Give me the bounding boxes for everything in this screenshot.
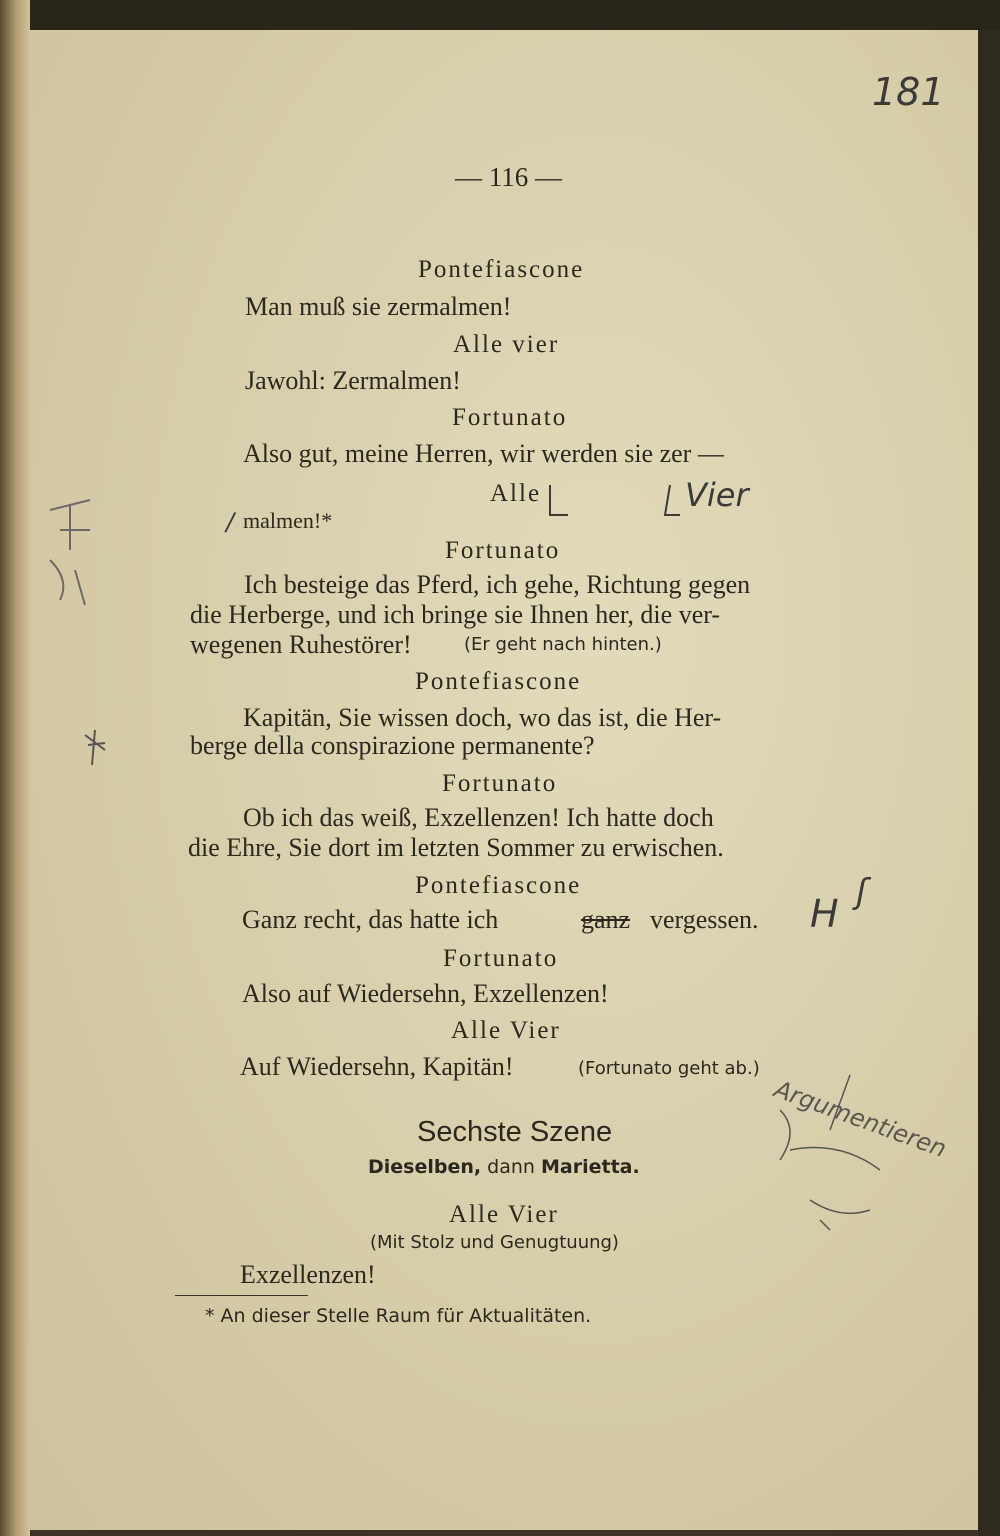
speaker-alle: Alle: [490, 480, 542, 507]
dialogue-line: Ob ich das weiß, Exzellenzen! Ich hatte doch: [243, 803, 714, 832]
handwritten-margin-scribble: [760, 1070, 910, 1240]
handwritten-slash-mark: /: [226, 508, 235, 536]
dialogue-line: die Ehre, Sie dort im letzten Sommer zu erwischen.: [188, 833, 724, 862]
page-top-edge: [30, 0, 1000, 30]
dialogue-line: Man muß sie zermalmen!: [245, 292, 512, 321]
footnote: * An dieser Stelle Raum für Aktualitäten.: [205, 1305, 592, 1327]
page-number: — 116 —: [455, 162, 562, 192]
dialogue-line-part: vergessen.: [650, 905, 759, 934]
dialogue-line: Exzellenzen!: [240, 1260, 376, 1289]
handwritten-left-margin-mark: [80, 725, 110, 770]
book-binding: [0, 0, 30, 1536]
stage-direction: (Er geht nach hinten.): [464, 634, 662, 655]
dialogue-line: Also gut, meine Herren, wir werden sie zer —: [243, 439, 724, 468]
dialogue-line: berge della conspirazione permanente?: [190, 731, 595, 760]
footnote-rule: [175, 1295, 308, 1296]
scene-subtitle-bold: Dieselben,: [368, 1156, 482, 1178]
struck-word: ganz: [581, 905, 631, 934]
dialogue-line: Auf Wiedersehn, Kapitän!: [240, 1052, 514, 1081]
speaker-fortunato: Fortunato: [443, 945, 559, 972]
scene-subtitle-bold2: Marietta.: [541, 1156, 640, 1178]
handwritten-left-margin-marks: [30, 490, 100, 620]
speaker-pontefiascone: Pontefiascone: [418, 256, 585, 283]
dialogue-line: Jawohl: Zermalmen!: [245, 366, 461, 395]
speaker-fortunato: Fortunato: [452, 404, 568, 431]
archive-number: 181: [872, 70, 945, 114]
dialogue-line: malmen!*: [243, 508, 333, 533]
dialogue-line: Ich besteige das Pferd, ich gehe, Richtung gegen: [244, 570, 751, 599]
speaker-alle-vier: Alle vier: [453, 331, 560, 358]
handwritten-h-mark: H: [810, 892, 839, 936]
handwritten-flourish: ʃ: [856, 872, 868, 912]
stage-direction: (Fortunato geht ab.): [578, 1058, 760, 1079]
dialogue-line: wegenen Ruhestörer!: [190, 630, 412, 659]
dialogue-line: die Herberge, und ich bringe sie Ihnen her, die ver-: [190, 600, 721, 629]
dialogue-line-part: Ganz recht, das hatte ich: [242, 905, 499, 934]
handwritten-vier: Vier: [685, 476, 749, 514]
speaker-alle-vier: Alle Vier: [451, 1017, 561, 1044]
stage-direction: (Mit Stolz und Genugtuung): [370, 1232, 619, 1253]
speaker-fortunato: Fortunato: [442, 770, 558, 797]
scene-subtitle: [368, 1156, 640, 1178]
handwritten-margin-note: Argumentieren: [770, 1074, 951, 1164]
dialogue-line: Also auf Wiedersehn, Exzellenzen!: [242, 979, 609, 1008]
scene-title: Sechste Szene: [417, 1116, 613, 1148]
speaker-alle-vier: Alle Vier: [449, 1201, 559, 1228]
speaker-pontefiascone: Pontefiascone: [415, 668, 582, 695]
dialogue-line: Kapitän, Sie wissen doch, wo das ist, die Her-: [243, 703, 722, 732]
scene-subtitle-mid: dann: [487, 1156, 535, 1178]
page-right-edge: [978, 30, 1000, 1536]
speaker-pontefiascone: Pontefiascone: [415, 872, 582, 899]
speaker-fortunato: Fortunato: [445, 537, 561, 564]
handwritten-bracket-marks: [540, 480, 690, 520]
